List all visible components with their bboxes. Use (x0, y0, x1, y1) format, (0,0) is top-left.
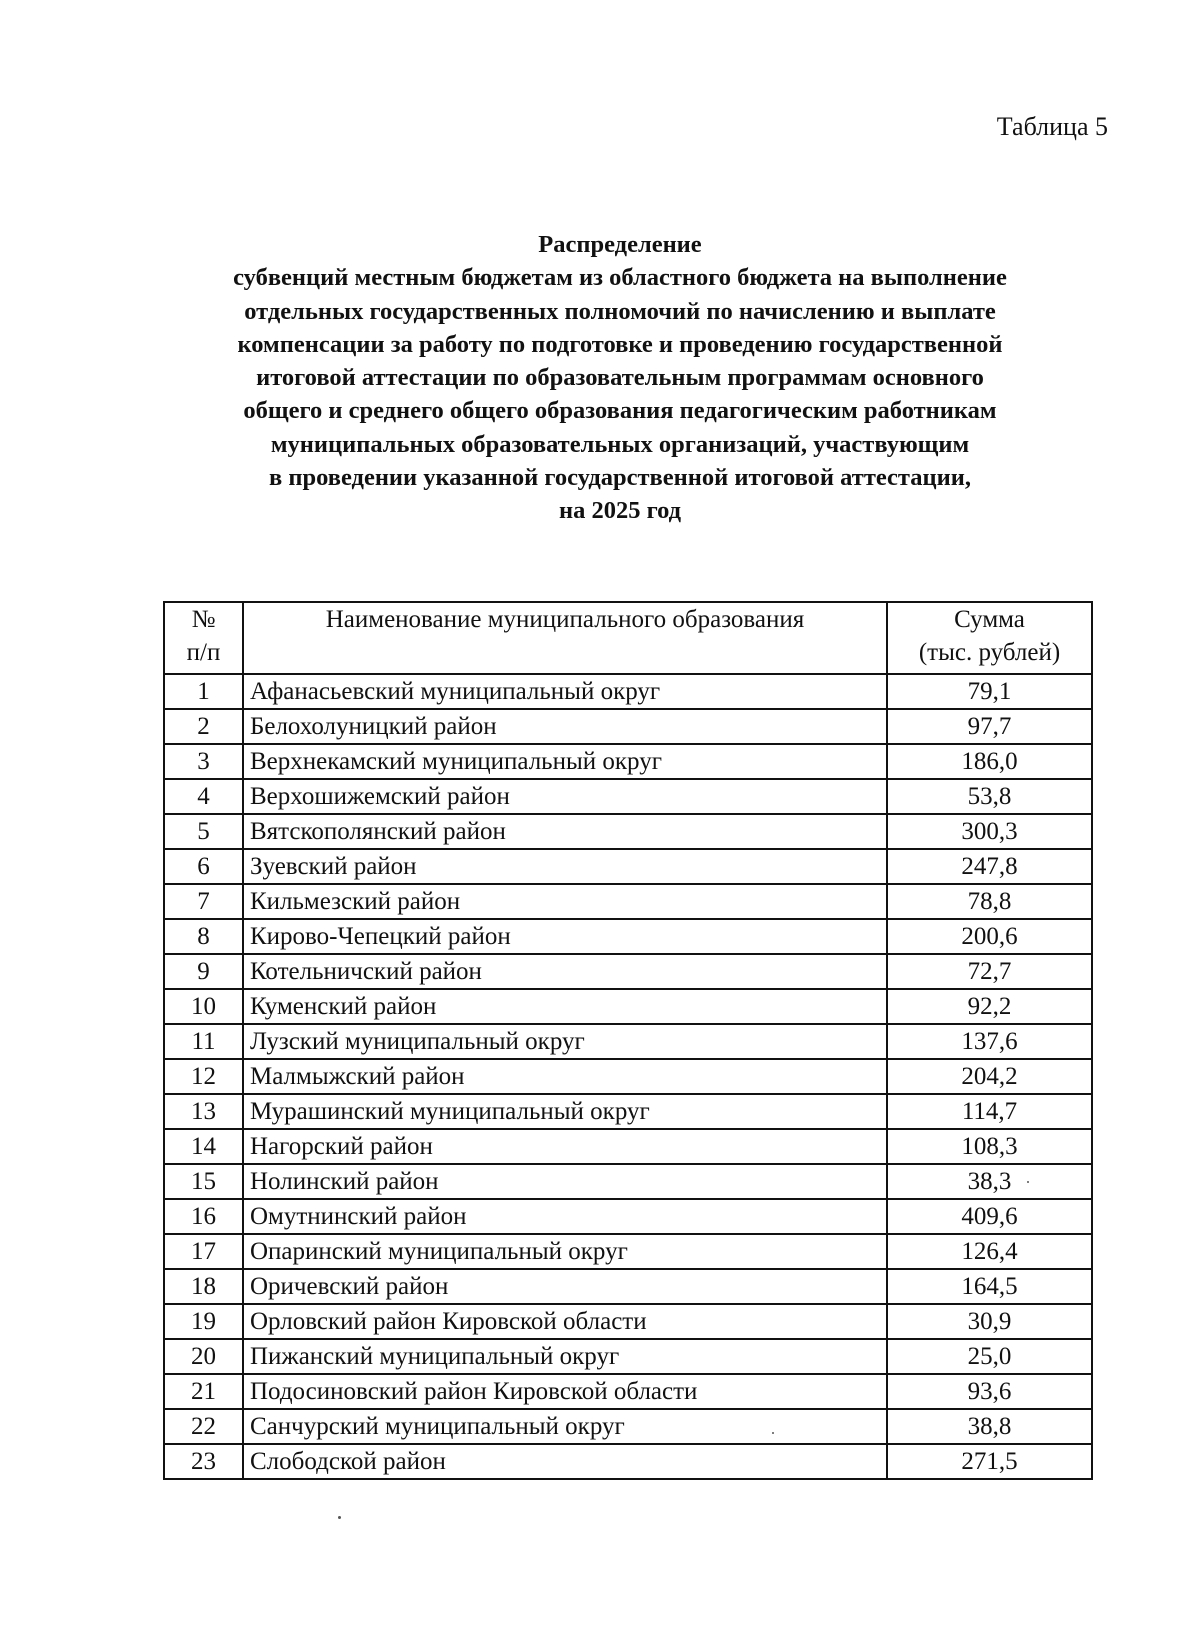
row-sum: 38,3 (887, 1164, 1092, 1199)
row-sum: 79,1 (887, 674, 1092, 709)
title-line: общего и среднего общего образования педагогическим работникам (243, 397, 997, 425)
scan-speck (1027, 1181, 1029, 1183)
distribution-table (163, 601, 1093, 1480)
row-municipality-name: Опаринский муниципальный округ (243, 1234, 887, 1269)
header-number (164, 602, 243, 674)
row-sum: 409,6 (887, 1199, 1092, 1234)
row-number: 19 (164, 1304, 243, 1339)
row-municipality-name: Слободской район (243, 1444, 887, 1479)
row-sum: 97,7 (887, 709, 1092, 744)
row-number: 18 (164, 1269, 243, 1304)
row-sum: 25,0 (887, 1339, 1092, 1374)
table-body (164, 674, 1092, 1479)
row-municipality-name: Верхошижемский район (243, 779, 887, 814)
table-row (164, 1339, 1092, 1374)
row-number: 8 (164, 919, 243, 954)
title-line: компенсации за работу по подготовке и проведению государственной (237, 330, 1003, 358)
row-sum: 164,5 (887, 1269, 1092, 1304)
title-line: субвенций местным бюджетам из областного бюджета на выполнение (233, 264, 1007, 292)
row-municipality-name: Нолинский район (243, 1164, 887, 1199)
row-number: 23 (164, 1444, 243, 1479)
table-row (164, 1444, 1092, 1479)
document-title (0, 228, 1200, 528)
table-row (164, 919, 1092, 954)
row-number: 10 (164, 989, 243, 1024)
row-number: 5 (164, 814, 243, 849)
row-sum: 30,9 (887, 1304, 1092, 1339)
row-sum: 72,7 (887, 954, 1092, 989)
header-number-line2: п/п (186, 639, 221, 666)
table-number-label: Таблица 5 (996, 112, 1108, 141)
row-sum: 137,6 (887, 1024, 1092, 1059)
row-number: 20 (164, 1339, 243, 1374)
row-municipality-name: Верхнекамский муниципальный округ (243, 744, 887, 779)
header-sum-line2: (тыс. рублей) (918, 639, 1061, 666)
row-sum: 92,2 (887, 989, 1092, 1024)
row-municipality-name: Нагорский район (243, 1129, 887, 1164)
title-line: отдельных государственных полномочий по начислению и выплате (244, 297, 996, 325)
table-header-row (164, 602, 1092, 674)
table-row (164, 1199, 1092, 1234)
table-row (164, 884, 1092, 919)
row-sum: 300,3 (887, 814, 1092, 849)
table-row (164, 1059, 1092, 1094)
row-number: 1 (164, 674, 243, 709)
row-number: 7 (164, 884, 243, 919)
row-number: 3 (164, 744, 243, 779)
row-municipality-name: Лузский муниципальный округ (243, 1024, 887, 1059)
row-sum: 204,2 (887, 1059, 1092, 1094)
row-number: 17 (164, 1234, 243, 1269)
row-municipality-name: Зуевский район (243, 849, 887, 884)
table-row (164, 814, 1092, 849)
row-number: 9 (164, 954, 243, 989)
row-municipality-name: Оричевский район (243, 1269, 887, 1304)
row-number: 2 (164, 709, 243, 744)
row-sum: 38,8 (887, 1409, 1092, 1444)
table-row (164, 954, 1092, 989)
row-municipality-name: Малмыжский район (243, 1059, 887, 1094)
row-sum: 93,6 (887, 1374, 1092, 1409)
row-municipality-name: Белохолуницкий район (243, 709, 887, 744)
scan-speck (772, 1432, 774, 1434)
row-number: 6 (164, 849, 243, 884)
row-number: 13 (164, 1094, 243, 1129)
header-name: Наименование муниципального образования (243, 602, 887, 674)
row-municipality-name: Пижанский муниципальный округ (243, 1339, 887, 1374)
row-number: 4 (164, 779, 243, 814)
title-line: на 2025 год (558, 497, 682, 525)
table-row (164, 1409, 1092, 1444)
table-row (164, 1024, 1092, 1059)
row-sum: 271,5 (887, 1444, 1092, 1479)
row-municipality-name: Котельничский район (243, 954, 887, 989)
table-row (164, 709, 1092, 744)
row-sum: 78,8 (887, 884, 1092, 919)
title-line: итоговой аттестации по образовательным программам основного (256, 364, 984, 392)
row-municipality-name: Куменский район (243, 989, 887, 1024)
row-sum: 200,6 (887, 919, 1092, 954)
row-sum: 126,4 (887, 1234, 1092, 1269)
row-municipality-name: Кирово-Чепецкий район (243, 919, 887, 954)
header-sum (887, 602, 1092, 674)
table-row (164, 1234, 1092, 1269)
row-municipality-name: Вятскополянский район (243, 814, 887, 849)
row-number: 14 (164, 1129, 243, 1164)
table-row (164, 1094, 1092, 1129)
title-line: в проведении указанной государственной итоговой аттестации, (269, 464, 971, 492)
table-row (164, 849, 1092, 884)
table-row (164, 1164, 1092, 1199)
title-line: муниципальных образовательных организаций, участвующим (270, 430, 970, 458)
table-row (164, 1129, 1092, 1164)
row-municipality-name: Санчурский муниципальный округ (243, 1409, 887, 1444)
row-number: 16 (164, 1199, 243, 1234)
table-row (164, 989, 1092, 1024)
row-number: 15 (164, 1164, 243, 1199)
row-municipality-name: Кильмезский район (243, 884, 887, 919)
table-row (164, 1304, 1092, 1339)
row-number: 21 (164, 1374, 243, 1409)
table-row (164, 1269, 1092, 1304)
row-number: 12 (164, 1059, 243, 1094)
header-sum-line1: Сумма (954, 606, 1025, 633)
row-number: 22 (164, 1409, 243, 1444)
row-municipality-name: Омутнинский район (243, 1199, 887, 1234)
row-municipality-name: Подосиновский район Кировской области (243, 1374, 887, 1409)
header-number-line1: № (191, 606, 216, 633)
row-number: 11 (164, 1024, 243, 1059)
scan-speck (338, 1516, 341, 1519)
row-municipality-name: Орловский район Кировской области (243, 1304, 887, 1339)
row-sum: 186,0 (887, 744, 1092, 779)
row-municipality-name: Мурашинский муниципальный округ (243, 1094, 887, 1129)
table-row (164, 674, 1092, 709)
table-row (164, 779, 1092, 814)
title-line: Распределение (538, 231, 702, 258)
row-sum: 53,8 (887, 779, 1092, 814)
row-sum: 108,3 (887, 1129, 1092, 1164)
row-sum: 114,7 (887, 1094, 1092, 1129)
row-sum: 247,8 (887, 849, 1092, 884)
row-municipality-name: Афанасьевский муниципальный округ (243, 674, 887, 709)
table-row (164, 1374, 1092, 1409)
table-row (164, 744, 1092, 779)
